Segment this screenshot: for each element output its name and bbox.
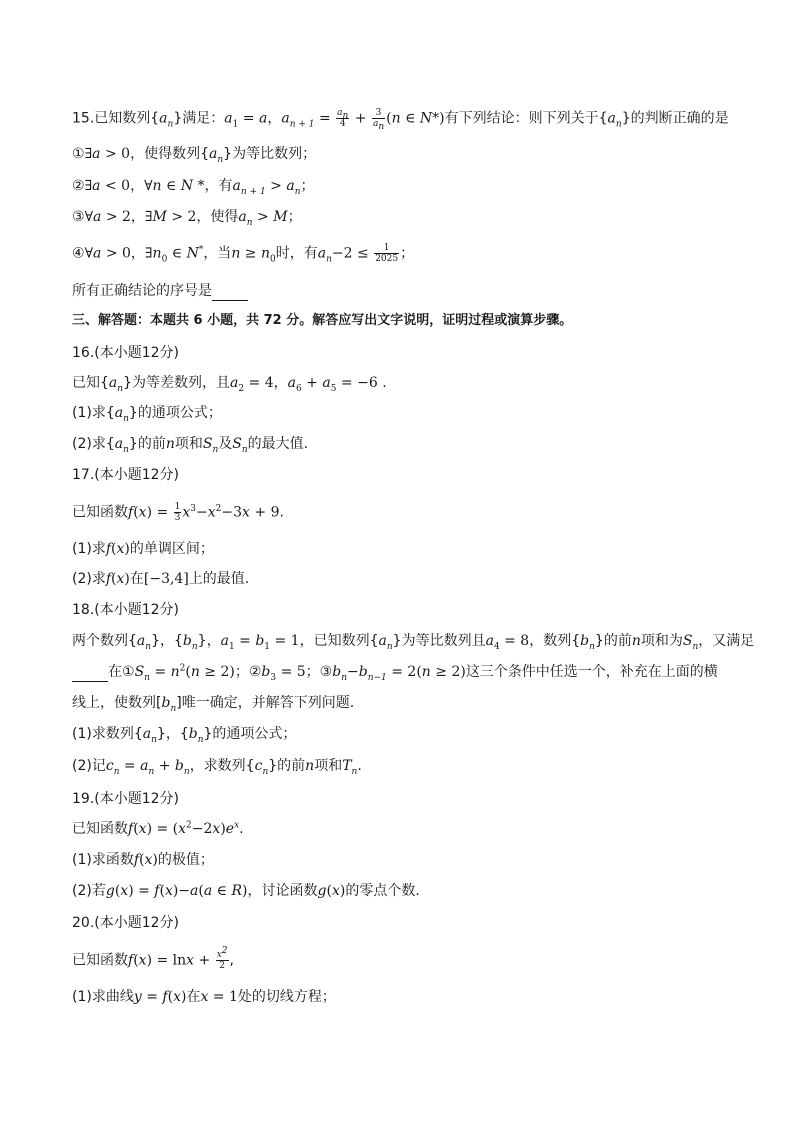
q15-stem: 15.已知数列$\{a_n\}$满足：$a_1 = a$，$a_{n + 1}$ = $\frac{a_n}{4}$ + $\frac{3}{a_n}$ (n ∈ N*)有下列结论：则下列关于$\{a_n\}$的判断正确的是: [72, 108, 729, 132]
q19-part-2: (2)若g(x) = f(x)−a(a ∈ R)，讨论函数g(x)的零点个数.: [72, 883, 420, 899]
q18-head: 18.(本小题12分): [72, 602, 180, 618]
condition-blank: [72, 667, 108, 682]
section-3-header: 三、解答题：本题共 6 小题，共 72 分。解答应写出文字说明，证明过程或演算步骤。: [72, 313, 573, 328]
q19-stem: 已知函数$f(x) = (x^2-2x)e^x$.: [72, 820, 244, 837]
q16-head: 16.(本小题12分): [72, 345, 180, 361]
q15-option-1: ①∃a > 0，使得数列$\{a_n\}$为等比数列；: [72, 146, 317, 165]
q17-stem: 已知函数f(x) = $\frac{1}{3}$ $x^3-x^2-3x + 9$.: [72, 502, 284, 523]
q19-part-1: (1)求函数f(x)的极值；: [72, 852, 214, 868]
q18-part-2: (2)记$c_n = a_n + b_n$，求数列$\{c_n\}$的前n项和$T_n$.: [72, 758, 362, 777]
q20-stem: 已知函数f(x) = lnx + $\frac{x^2}{2}$ ,: [72, 946, 234, 971]
q17-head: 17.(本小题12分): [72, 467, 180, 483]
q16-part-1: (1)求$\{a_n\}$的通项公式；: [72, 405, 222, 424]
q18-line-1: 两个数列$\{a_n\}$，$\{b_n\}$，$a_1 = b_1 = 1$，已知数列$\{a_n\}$为等比数列且$a_4 = 8$，数列$\{b_n\}$的前n项和为$S_n$，又满足: [72, 633, 755, 652]
answer-blank: [212, 286, 248, 301]
q16-stem: 已知$\{a_n\}$为等差数列，且$a_2 = 4$，$a_6 + a_5 = -6$ .: [72, 375, 387, 394]
q18-line-2: 在$①S_n = n^2(n \ge 2)$；$②b_3 = 5$；$③b_n-b_{n-1} = 2(n \ge 2)$这三个条件中任选一个，补充在上面的横: [72, 662, 734, 682]
q16-part-2: (2)求$\{a_n\}$的前n项和$S_n$及$S_n$的最大值.: [72, 436, 309, 455]
q18-part-1: (1)求数列$\{a_n\}$，$\{b_n\}$的通项公式；: [72, 726, 297, 745]
q15-option-3: ③∀a > 2，∃M > 2，使得$a_n > M$；: [72, 209, 302, 228]
q15-option-2: ②∃a < 0，∀n ∈ N *，有$a_{n + 1} > a_n$；: [72, 178, 315, 197]
q17-part-2: (2)求f(x)在[−3,4]上的最值.: [72, 571, 250, 587]
q15-ask: 所有正确结论的序号是: [72, 281, 734, 301]
q15-option-4: ④∀a > 0，$\exists n_0$ ∈ N*，当$n \ge n_0$时，有$a_n-2$ ≤ $\frac{1}{2025}$ ；: [72, 243, 415, 265]
q19-head: 19.(本小题12分): [72, 791, 180, 807]
q18-line-3: 线上，使数列$[b_n]$唯一确定，并解答下列问题.: [72, 695, 355, 714]
q17-part-1: (1)求f(x)的单调区间；: [72, 541, 214, 557]
q20-head: 20.(本小题12分): [72, 915, 180, 931]
q20-part-1: (1)求曲线y = f(x)在x = 1处的切线方程；: [72, 989, 336, 1005]
